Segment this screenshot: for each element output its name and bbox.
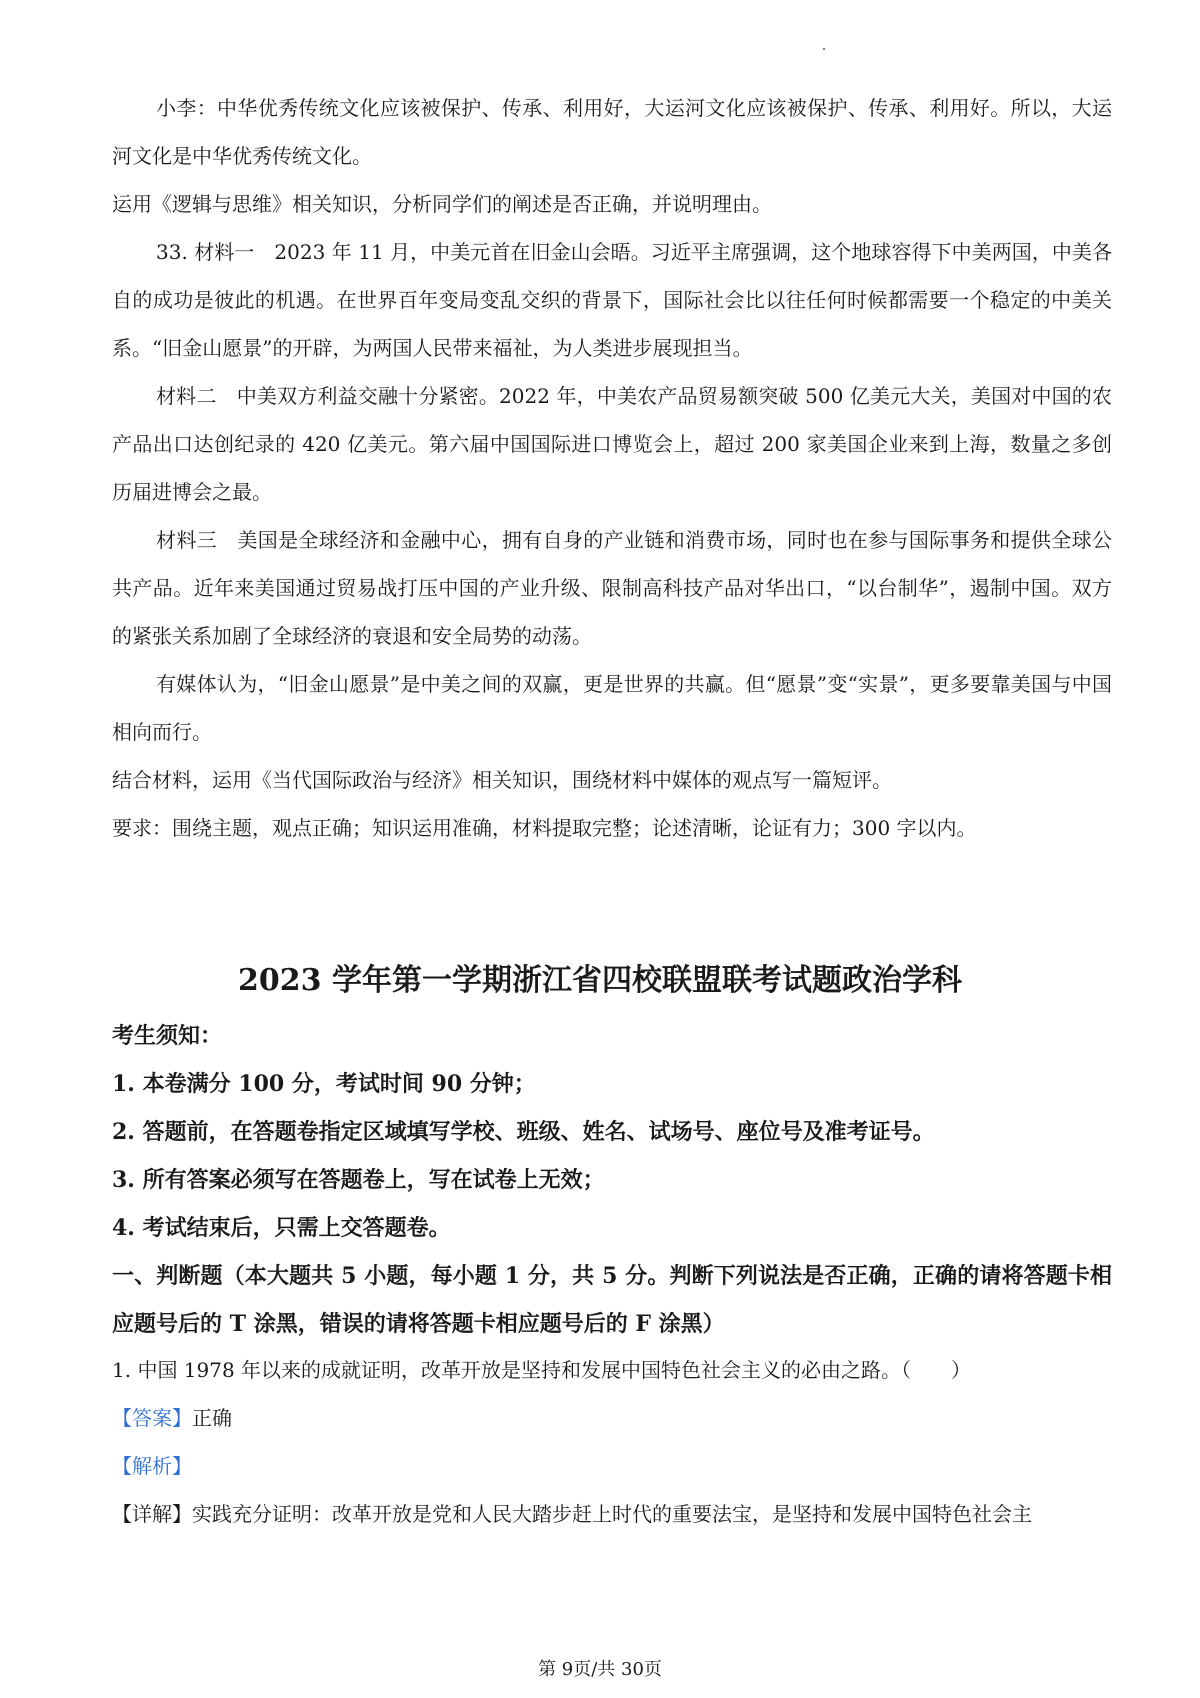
question-1: 1. 中国 1978 年以来的成就证明，改革开放是坚持和发展中国特色社会主义的必由之路。（ ） <box>112 1358 972 1382</box>
answer-text: 正确 <box>192 1406 232 1430</box>
notice-item-1: 1. 本卷满分 100 分，考试时间 90 分钟； <box>112 1071 536 1097</box>
notice-item-4: 4. 考试结束后，只需上交答题卷。 <box>112 1215 451 1241</box>
notice-item-3: 3. 所有答案必须写在答题卷上，写在试卷上无效； <box>112 1167 605 1193</box>
analysis-tag: 【解析】 <box>112 1454 192 1478</box>
answer-line <box>112 1394 1112 1442</box>
paragraph-xiaoli: 小李：中华优秀传统文化应该被保护、传承、利用好，大运河文化应该被保护、传承、利用好。所以，大运河文化是中华优秀传统文化。 <box>112 96 1112 168</box>
section-heading: 一、判断题（本大题共 5 小题，每小题 1 分，共 5 分。判断下列说法是否正确，正确的请将答题卡相应题号后的 T 涂黑，错误的请将答题卡相应题号后的 F 涂黑） <box>112 1263 1112 1337</box>
paragraph-media-view: 有媒体认为，“旧金山愿景”是中美之间的双赢，更是世界的共赢。但“愿景”变“实景”，更多要靠美国与中国相向而行。 <box>112 672 1112 744</box>
notice-heading: 考生须知： <box>112 1023 223 1049</box>
answer-tag: 【答案】 <box>112 1406 192 1430</box>
analysis-line <box>112 1442 1112 1490</box>
paragraph-material-3: 材料三 美国是全球经济和金融中心，拥有自身的产业链和消费市场，同时也在参与国际事务和提供全球公共产品。近年来美国通过贸易战打压中国的产业升级、限制高科技产品对华出口，“以台制华”，遏制中国。双方的紧张关系加剧了全球经济的衰退和安全局势的动荡。 <box>112 528 1112 648</box>
paragraph-task-essay: 结合材料，运用《当代国际政治与经济》相关知识，围绕材料中媒体的观点写一篇短评。 <box>112 768 892 792</box>
paragraph-material-1: 33. 材料一 2023 年 11 月，中美元首在旧金山会晤。习近平主席强调，这个地球容得下中美两国，中美各自的成功是彼此的机遇。在世界百年变局变乱交织的背景下，国际社会比以往任何时候都需要一个稳定的中美关系。“旧金山愿景”的开辟，为两国人民带来福祉，为人类进步展现担当。 <box>112 240 1112 360</box>
paragraph-material-2: 材料二 中美双方利益交融十分紧密。2022 年，中美农产品贸易额突破 500 亿美元大关，美国对中国的农产品出口达创纪录的 420 亿美元。第六届中国国际进口博览会上，超过 200 家美国企业来到上海，数量之多创历届进博会之最。 <box>112 384 1112 504</box>
paragraph-requirements: 要求：围绕主题，观点正确；知识运用准确，材料提取完整；论述清晰，论证有力；300 字以内。 <box>112 816 977 840</box>
page-footer: 第 9页/共 30页 <box>538 1659 662 1680</box>
notice-item-2: 2. 答题前，在答题卷指定区域填写学校、班级、姓名、试场号、座位号及准考证号。 <box>112 1119 935 1145</box>
exam-title: 2023 学年第一学期浙江省四校联盟联考试题政治学科 <box>238 963 962 998</box>
detail-text: 实践充分证明：改革开放是党和人民大踏步赶上时代的重要法宝，是坚持和发展中国特色社会主 <box>192 1502 1032 1526</box>
detail-line <box>112 1490 1112 1538</box>
detail-tag: 【详解】 <box>112 1502 192 1526</box>
scan-speck <box>823 48 825 50</box>
paragraph-task-logic: 运用《逻辑与思维》相关知识，分析同学们的阐述是否正确，并说明理由。 <box>112 192 772 216</box>
